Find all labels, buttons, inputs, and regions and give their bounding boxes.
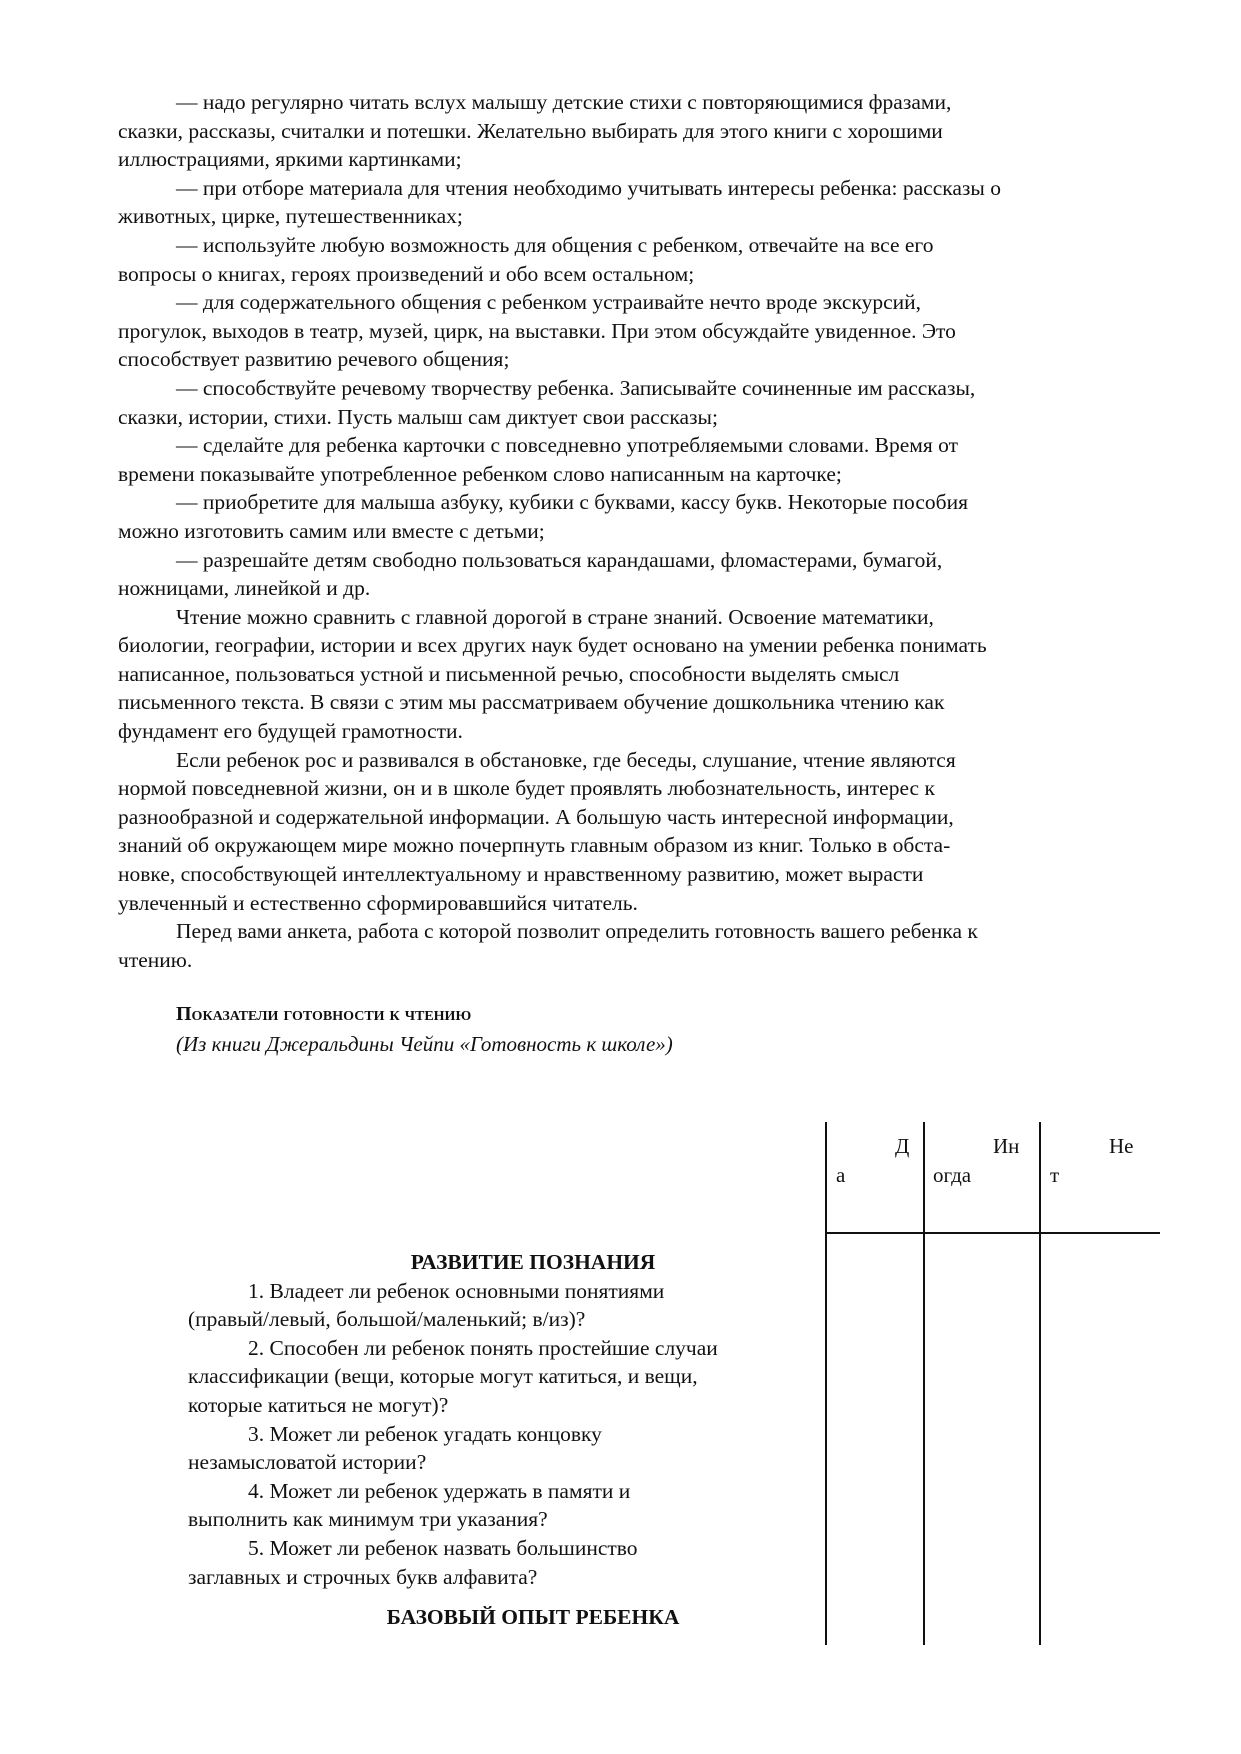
text-line: 2. Способен ли ребенок понять простейшие случаи [248,1335,718,1360]
text-line: прогулок, выходов в театр, музей, цирк, на выставки. При этом обсуждайте увиденное. Это [118,318,956,343]
text-line: Перед вами анкета, работа с которой позволит определить готовность вашего ребенка к [176,919,978,944]
text-line: ножницами, линейкой и др. [118,576,371,601]
text-line: — надо регулярно читать вслух малышу детские стихи с повторяющимися фразами, [176,90,952,114]
header-yes-top: Д [895,1134,910,1158]
text-line: сказки, истории, стихи. Пусть малыш сам диктует свои рассказы; [118,404,718,429]
text-line: классификации (вещи, которые могут катиться, и вещи, [188,1364,698,1389]
text-line: 4. Может ли ребенок удержать в памяти и [248,1478,631,1503]
header-sometimes-bottom: огда [933,1163,972,1187]
text-line: — разрешайте детям свободно пользоваться карандашами, фломастерами, бумагой, [176,547,943,572]
text-line: времени показывайте употребленное ребенком слово написанным на карточке; [118,461,842,486]
text-line: 5. Может ли ребенок назвать большинство [248,1535,638,1560]
text-line: — способствуйте речевому творчеству ребенка. Записывайте сочиненные им рассказы, [176,375,976,400]
text-line: написанное, пользоваться устной и письменной речью, способности выделять смысл [118,661,900,686]
table-divider [825,1122,827,1645]
text-line: разнообразной и содержательной информации. А большую часть интересной информации, [118,804,954,829]
text-line: письменного текста. В связи с этим мы рассматриваем обучение дошкольника чтению как [118,690,945,715]
questions-list [188,1277,808,1592]
table-divider [923,1122,925,1645]
text-line: (правый/левый, большой/маленький; в/из)? [188,1307,586,1332]
text-line: Если ребенок рос и развивался в обстановке, где беседы, слушание, чтение являются [176,747,956,772]
text-line: заглавных и строчных букв алфавита? [188,1564,538,1589]
text-line: 3. Может ли ребенок угадать концовку [248,1421,602,1446]
text-line: фундамент его будущей грамотности. [118,719,463,744]
text-line: иллюстрациями, яркими картинками; [118,147,462,172]
text-line: знаний об окружающем мире можно почерпнуть главным образом из книг. Только в обста- [118,833,951,858]
header-no-bottom: т [1050,1163,1060,1187]
text-line: сказки, рассказы, считалки и потешки. Желательно выбирать для этого книги с хорошими [118,118,943,143]
section-title-cognition: РАЗВИТИЕ ПОЗНАНИЯ [410,1250,656,1274]
text-line: новке, способствующей интеллектуальному и нравственному развитию, может вырасти [118,862,924,887]
header-yes-bottom: а [836,1163,846,1187]
questions-block [188,1248,808,1632]
header-sometimes-top: Ин [993,1134,1020,1158]
text-line: незамысловатой истории? [188,1450,427,1475]
section-title-basic-experience: БАЗОВЫЙ ОПЫТ РЕБЕНКА [386,1605,680,1630]
text-line: чтению. [118,947,193,972]
text-line: нормой повседневной жизни, он и в школе будет проявлять любознательность, интерес к [118,776,935,801]
source-citation: (Из книги Джеральдины Чейпи «Готовность к школе») [176,1032,673,1056]
text-line: — используйте любую возможность для общения с ребенком, отвечайте на все его [176,232,934,257]
text-line: — приобретите для малыша азбуку, кубики с буквами, кассу букв. Некоторые пособия [176,490,968,515]
text-line: способствует развитию речевого общения; [118,347,510,372]
table-divider [1039,1122,1041,1645]
text-line: 1. Владеет ли ребенок основными понятиями [248,1278,665,1303]
text-line: выполнить как минимум три указания? [188,1507,548,1532]
text-line: биологии, географии, истории и всех других наук будет основано на умении ребенка понимать [118,633,987,658]
text-line: — при отборе материала для чтения необходимо учитывать интересы ребенка: рассказы о [176,175,1001,200]
text-line: вопросы о книгах, героях произведений и обо всем остальном; [118,261,695,286]
section-heading: Показатели готовности к чтению [176,1003,472,1025]
header-no-top: Не [1109,1134,1134,1158]
text-line: увлеченный и естественно сформировавшийся читатель. [118,890,638,915]
text-line: — сделайте для ребенка карточки с повседневно употребляемыми словами. Время от [176,433,958,458]
body-text [118,88,1178,974]
text-line: которые катиться не могут)? [188,1392,449,1417]
text-line: — для содержательного общения с ребенком устраивайте нечто вроде экскурсий, [176,290,922,315]
text-line: можно изготовить самим или вместе с детьми; [118,518,545,543]
text-line: Чтение можно сравнить с главной дорогой в стране знаний. Освоение математики, [176,604,934,629]
text-line: животных, цирке, путешественниках; [118,204,463,229]
table-header-rule [826,1232,1160,1234]
